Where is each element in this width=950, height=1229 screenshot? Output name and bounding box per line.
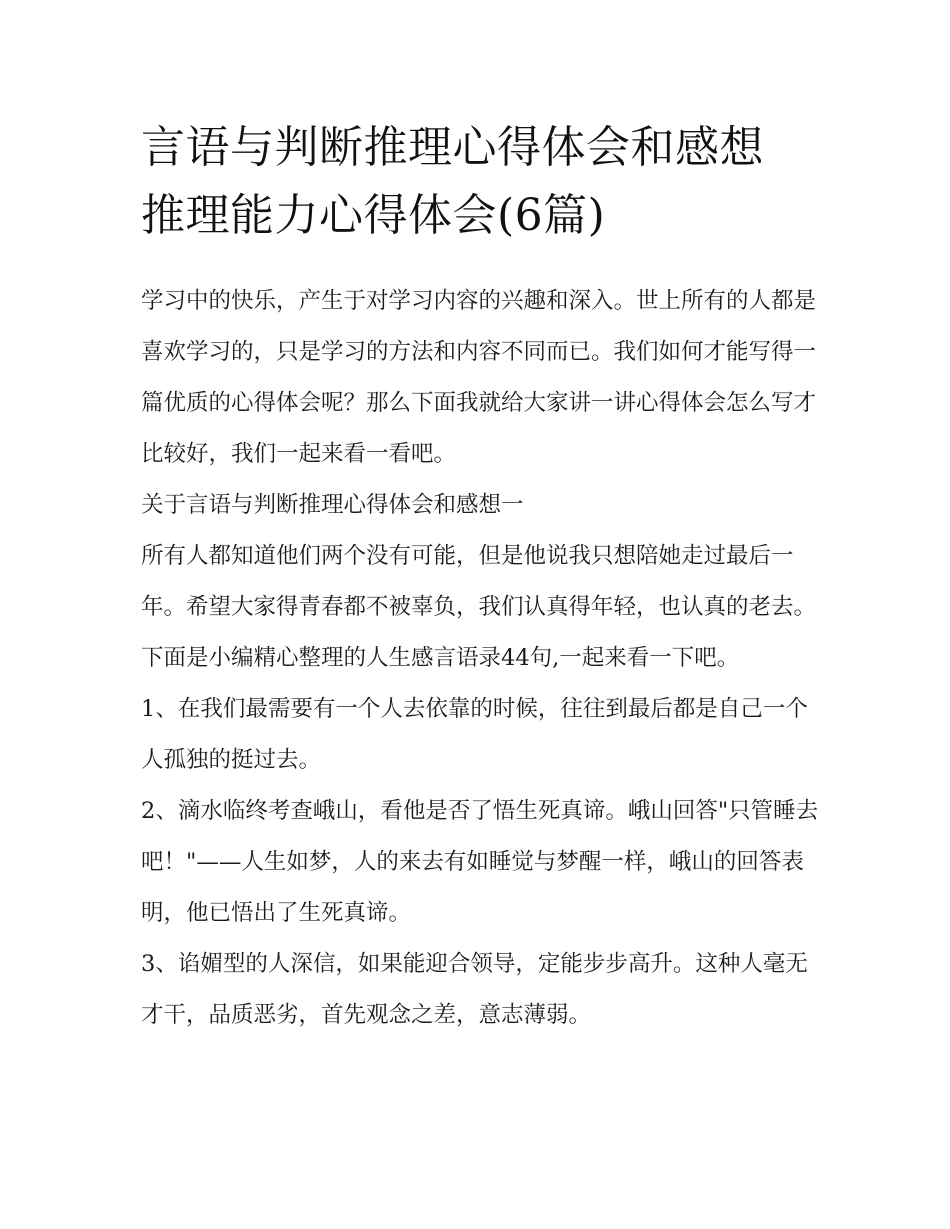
document-body [141,276,821,1041]
list-item: 1、在我们最需要有一个人去依靠的时候，往往到最后都是自己一个人孤独的挺过去。 [141,696,808,773]
intro-paragraph: 学习中的快乐，产生于对学习内容的兴趣和深入。世上所有的人都是喜欢学习的，只是学习的方法和内容不同而已。我们如何才能写得一篇优质的心得体会呢？那么下面我就给大家讲一讲心得体会怎么写才比较好，我们一起来看一看吧。 [141,288,817,467]
list-item: 2、滴水临终考查峨山，看他是否了悟生死真谛。峨山回答"只管睡去吧！"——人生如梦，人的来去有如睡觉与梦醒一样，峨山的回答表明，他已悟出了生死真谛。 [141,798,819,926]
body-paragraph: 所有人都知道他们两个没有可能，但是他说我只想陪她走过最后一年。希望大家得青春都不被辜负，我们认真得年轻，也认真的老去。下面是小编精心整理的人生感言语录44句,一起来看一下吧。 [141,543,817,671]
list-item: 3、谄媚型的人深信，如果能迎合领导，定能步步高升。这种人毫无才干，品质恶劣，首先观念之差，意志薄弱。 [141,951,808,1028]
section-heading: 关于言语与判断推理心得体会和感想一 [141,492,524,518]
document-title: 言语与判断推理心得体会和感想 推理能力心得体会(6篇) [141,122,764,241]
